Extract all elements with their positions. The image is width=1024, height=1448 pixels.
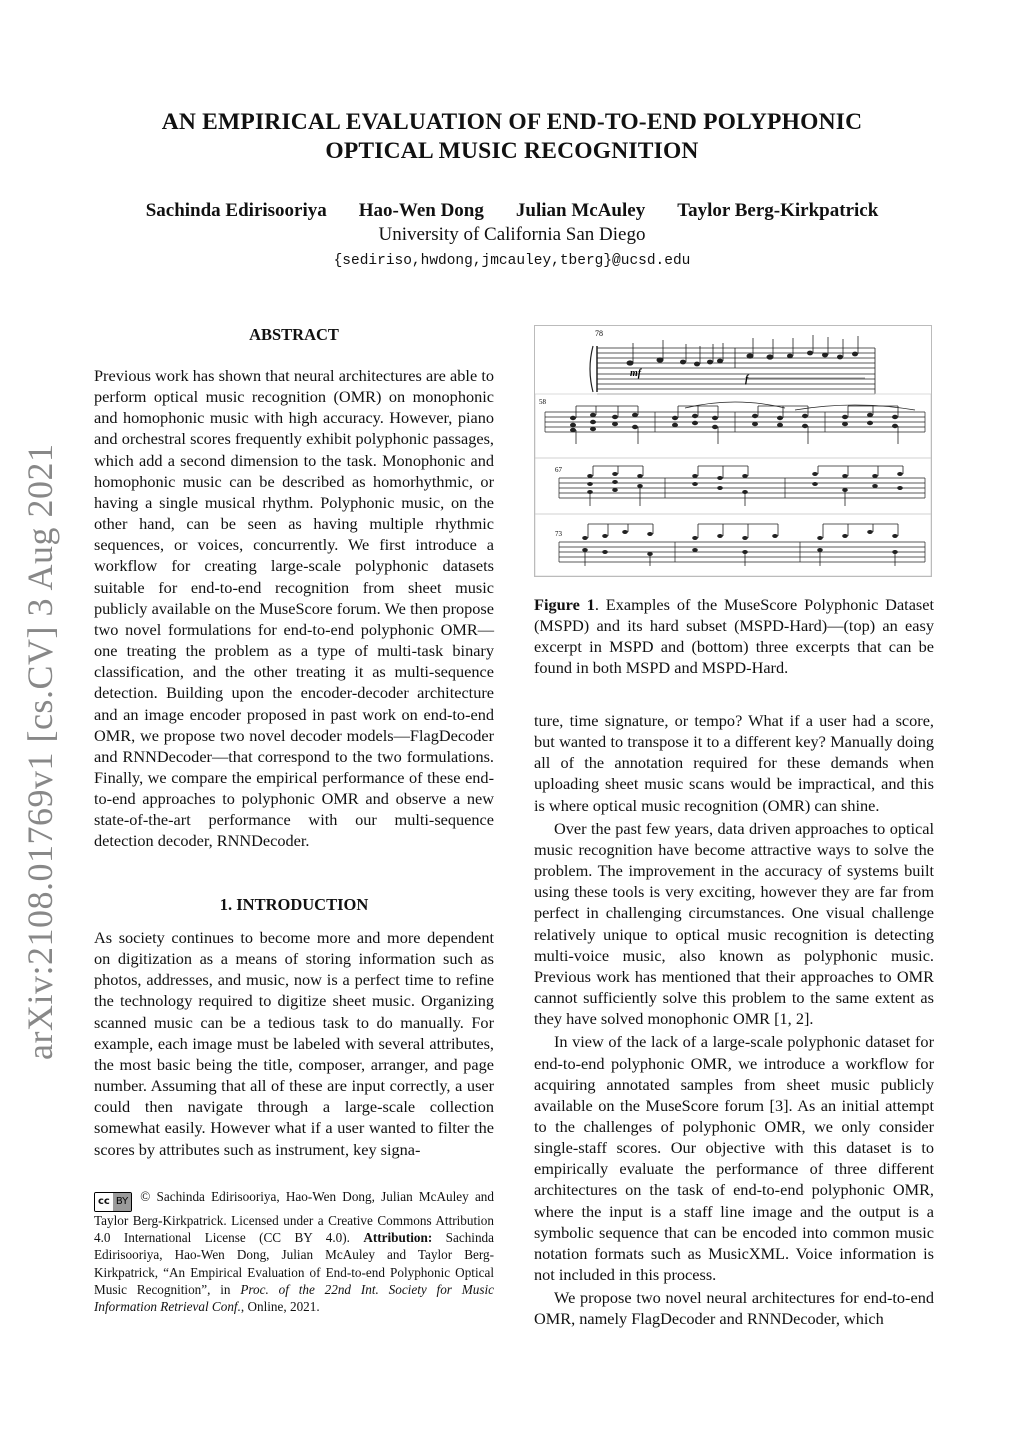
figure-caption-text: . Examples of the MuseScore Polyphonic Dataset (MSPD) and its hard subset (MSPD-Hard)—(top) an easy excerpt in MSPD and (bottom) three excerpts that can be found in both MSPD and MSPD-Hard. — [534, 595, 935, 678]
footnote-attribution-text: Sachinda Edirisooriya, Hao-Wen Dong, Julian McAuley and Taylor Berg-Kirkpatrick, “An Empirical Evaluation of End-to-end Polyphonic Optical Music Recognition”, in — [94, 1230, 494, 1297]
intro-heading-wrap — [94, 894, 494, 916]
author-emails: {sediriso,hwdong,jmcauley,tberg}@ucsd.edu — [333, 253, 691, 269]
abstract-body: Previous work has shown that neural architectures are able to perform optical music recognition (OMR) on monophonic and homophonic music with high accuracy. However, piano and orchestral scores frequently exhibit polyphonic passages, which add a second dimension to the task. Monophonic and homophonic music can be described as homorhythmic, or having a single musical rhythm. Polyphonic music, on the other hand, can be seen as having multiple rhythmic sequences, or voices, concurrently. We first introduce a workflow for creating large-scale polyphonic datasets suitable for end-to-end recognition from sheet music publicly available on the MuseScore forum. We then propose two novel formulations for end-to-end polyphonic OMR—one treating the problem as a type of multi-task binary classification, and the other treating it as multi-sequence detection. Building upon the encoder-decoder architecture and an image encoder proposed in past work on end-to-end OMR, we propose two novel decoder models—FlagDecoder and RNNDecoder—that correspond to the two formulations. Finally, we compare the empirical performance of these end-to-end approaches to polyphonic OMR and observe a new state-of-the-art performance with our multi-sequence detection decoder, RNNDecoder. — [94, 366, 494, 851]
excerpt-1-dynamic-mf: mf — [630, 368, 642, 379]
footnote-venue: Proc. of the 22nd Int. Society for Music Information Retrieval Conf. — [94, 1281, 494, 1315]
license-footnote — [94, 1188, 494, 1315]
figure-1-caption — [534, 594, 934, 679]
author-2: Hao-Wen Dong — [358, 200, 484, 221]
abstract-title: ABSTRACT — [249, 325, 339, 344]
intro-heading: 1. INTRODUCTION — [219, 895, 369, 914]
cc-logo-left: cc — [95, 1193, 113, 1211]
excerpt-2-staff — [535, 394, 931, 458]
footnote-attribution-label: Attribution: — [363, 1230, 433, 1246]
excerpt-2-notes — [570, 413, 898, 432]
excerpt-1-measure-number: 78 — [595, 329, 603, 338]
intro-right-paragraph-1: ture, time signature, or tempo? What if a user had a score, but wanted to transpose it to a different key? Manually doing all of the annotation required for these demands when uploading sheet music scans would be impractical, and this is where optical music recognition (OMR) can shine. — [534, 711, 934, 815]
abstract-heading — [94, 324, 494, 346]
intro-right-paragraph-4: We propose two novel neural architectures for end-to-end OMR, namely FlagDecoder and RNNDecoder, which — [534, 1288, 934, 1329]
affiliation: University of California San Diego — [378, 224, 646, 245]
excerpt-1-dynamic-f: f — [745, 374, 749, 385]
intro-right-paragraph-2: Over the past few years, data driven approaches to optical music recognition have become attractive ways to solve the problem. The improvement in the accuracy of systems built using these tools is very exciting, however they are far from perfect in challenging circumstances. One visual challenge relatively unique to optical music recognition is detecting multi-voice music, also known as polyphonic music. Previous work has mentioned that their approaches to OMR cannot sufficiently solve this problem to the same extent as they have solved monophonic OMR [1, 2]. — [534, 818, 934, 1029]
author-list — [100, 199, 924, 223]
title-line-1: AN EMPIRICAL EVALUATION OF END-TO-END POLYPHONIC — [161, 109, 863, 135]
cc-by-logo — [94, 1192, 132, 1212]
figure-1-music-excerpts — [534, 325, 932, 577]
arxiv-identifier: arXiv:2108.01769v1 [cs.CV] 3 Aug 2021 — [20, 443, 60, 1060]
excerpt-4-staff — [535, 514, 931, 576]
excerpt-3-stems — [590, 466, 903, 506]
title-line-2: OPTICAL MUSIC RECOGNITION — [325, 138, 699, 164]
intro-right-paragraph-3: In view of the lack of a large-scale polyphonic dataset for end-to-end polyphonic OMR, we introduce a workflow for acquiring annotated samples from sheet music publicly available on the MuseScore forum [3]. As an initial attempt to the challenges of polyphonic OMR, we only consider single-staff scores. Our objective with this dataset is to empirically evaluate the performance of three different architectures on the task of end-to-end polyphonic OMR, where the input is a staff line image and the output is a symbolic sequence that can be encoded into common music notation formats such as MusicXML. Voice information is not included in this process. — [534, 1032, 934, 1285]
intro-right-column — [534, 710, 934, 1330]
music-score-image — [535, 326, 931, 576]
footnote-tail: , Online, 2021. — [240, 1299, 320, 1315]
excerpt-4-stems — [585, 524, 898, 566]
excerpt-2-measure-number: 58 — [539, 398, 546, 406]
author-3: Julian McAuley — [515, 200, 646, 221]
paper-title — [100, 108, 924, 166]
cc-logo-right: BY — [113, 1193, 131, 1211]
excerpt-3-measure-number: 67 — [555, 466, 562, 474]
figure-label: Figure 1 — [534, 595, 595, 614]
footnote-license-text: © Sachinda Edirisooriya, Hao-Wen Dong, Julian McAuley and Taylor Berg-Kirkpatrick. Licensed under a Creative Commons Attribution 4.0 International License (CC BY 4.0). — [94, 1189, 494, 1246]
excerpt-4-measure-number: 73 — [555, 530, 562, 538]
author-1: Sachinda Edirisooriya — [145, 200, 327, 221]
author-4: Taylor Berg-Kirkpatrick — [677, 200, 879, 221]
intro-left-paragraph: As society continues to become more and more dependent on digitization as a means of storing information such as photos, addresses, and music, now is a perfect time to refine the technology required to digitize sheet music. Organizing scanned music can be a tedious task to do manually. For example, each image must be labeled with several attributes, the most basic being the title, composer, arranger, and page number. Assuming that all of these are input correctly, a user could then navigate through a large-scale collection somewhat easily. However what if a user wanted to filter the scores by attributes such as instrument, key signa- — [94, 928, 494, 1159]
